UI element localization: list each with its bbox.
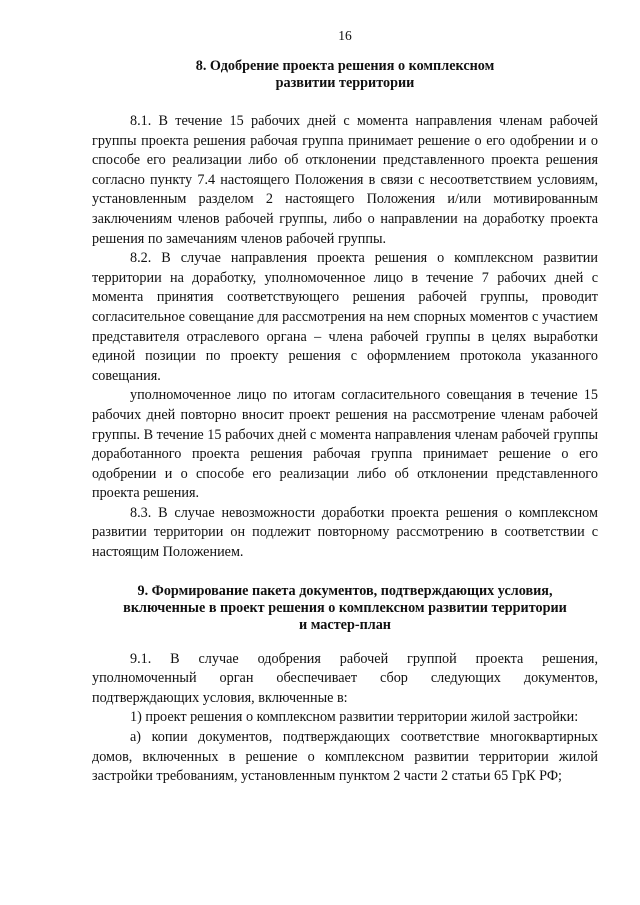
- paragraph-8-1: 8.1. В течение 15 рабочих дней с момента направления членам рабочей группы проекта решения рабочая группа принимает решение о его одобрении и о способе его реализации либо об отклонении представленного проекта решения согласно пункту 7.4 настоящего Положения в связи с несоответствием условиям, установленным разделом 2 настоящего Положения и/или мотивированным заключениям членов рабочей группы, либо о направлении на доработку проекта решения по замечаниям членов рабочей группы.: [92, 113, 598, 247]
- section-8-title-line: развитии территории: [275, 75, 415, 91]
- paragraph-8-2: 8.2. В случае направления проекта решения о комплексном развитии территории на доработку, уполномоченное лицо в течение 7 рабочих дней с момента принятия соответствующего решения рабочей группы, проводит согласительное совещание для рассмотрения на нем спорных моментов с участием представителя отраслевого органа – члена рабочей группы в целях выработки единой позиции по проекту решения с оформлением протокола указанного совещания.: [92, 250, 598, 384]
- paragraph-8-2-continued: уполномоченное лицо по итогам согласительного совещания в течение 15 рабочих дней повторно вносит проект решения на рассмотрение членам рабочей группы. В течение 15 рабочих дней с момента направления членам рабочей группы доработанного проекта решения рабочая группа принимает решение о его одобрении и о способе его реализации либо об отклонении представленного проекта решения.: [92, 387, 598, 502]
- paragraph-9-1: 9.1. В случае одобрения рабочей группой проекта решения, уполномоченный орган обеспечивает сбор следующих документов, подтверждающих условия, включенные в:: [92, 650, 598, 706]
- section-8-title-line: 8. Одобрение проекта решения о комплексном: [195, 58, 495, 74]
- section-9-title-line: 9. Формирование пакета документов, подтверждающих условия,: [137, 582, 553, 599]
- section-9-title-line: включенные в проект решения о комплексном развитии территории: [123, 599, 567, 616]
- section-9-title: [92, 583, 598, 634]
- paragraph-8-3: 8.3. В случае невозможности доработки проекта решения о комплексном развитии территории он подлежит повторному рассмотрению в соответствии с настоящим Положением.: [92, 504, 598, 561]
- section-8-title: [92, 58, 598, 92]
- page-number: 16: [338, 28, 352, 43]
- paragraph-9-1-item-1-a: а) копии документов, подтверждающих соответствие многоквартирных домов, включенных в решение о комплексном развитии территории жилой застройки требованиям, установленным пунктом 2 части 2 статьи 65 ГрК РФ;: [92, 729, 598, 785]
- paragraph-9-1-item-1: 1) проект решения о комплексном развитии территории жилой застройки:: [130, 709, 579, 726]
- section-9-title-line: и мастер-план: [299, 616, 391, 633]
- document-page: [92, 28, 598, 787]
